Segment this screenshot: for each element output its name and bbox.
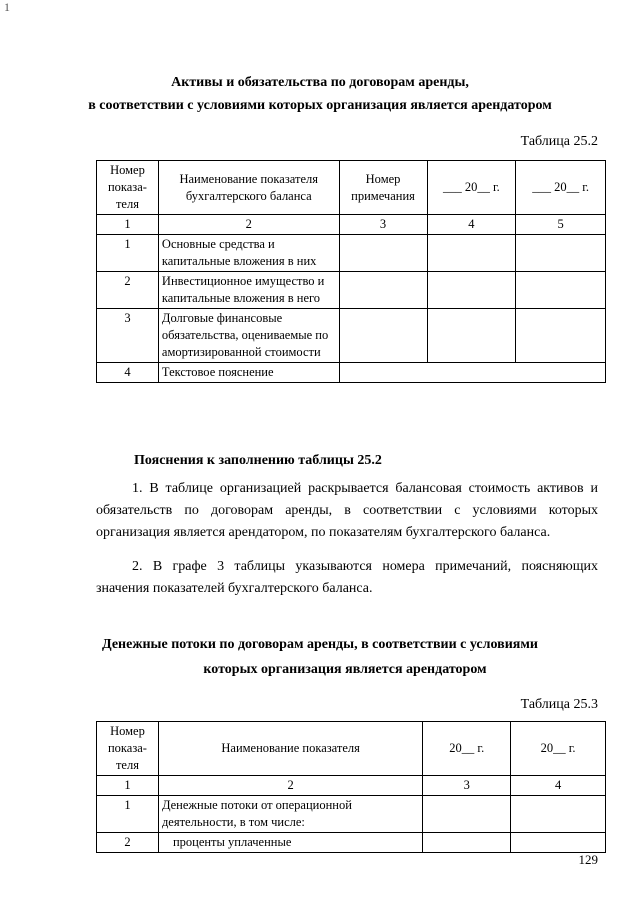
- value-cell: [511, 796, 606, 833]
- row-number: 4: [97, 363, 159, 383]
- value-cell: [511, 833, 606, 853]
- header-cell: ___ 20__ г.: [427, 161, 516, 215]
- row-number: 1: [97, 796, 159, 833]
- table-row: [97, 309, 606, 363]
- notes-paragraph-1: 1. В таблице организацией раскрывается балансовая стоимость активов и обязательств по договорам аренды, в соответствии с условиями которых организация является арендатором, по показателям бухгалтерского баланса.: [96, 481, 598, 540]
- row-number: 3: [97, 309, 159, 363]
- row-name: Долговые финансовые обязательства, оцениваемые по амортизированной стоимости: [158, 309, 339, 363]
- col-number: 4: [427, 215, 516, 235]
- header-cell: 20__ г.: [423, 722, 511, 776]
- value-cell: [339, 363, 605, 383]
- row-name: Денежные потоки от операционной деятельности, в том числе:: [158, 796, 422, 833]
- corner-mark: 1: [4, 0, 10, 14]
- col-number: 2: [158, 776, 422, 796]
- col-number: 3: [339, 215, 427, 235]
- notes-heading: Пояснения к заполнению таблицы 25.2: [134, 453, 382, 468]
- table-row: [97, 796, 606, 833]
- value-cell: [339, 309, 427, 363]
- header-cell: ___ 20__ г.: [516, 161, 606, 215]
- section1-title-line1: Активы и обязательства по договорам аренды,: [171, 75, 469, 90]
- col-number: 5: [516, 215, 606, 235]
- value-cell: [427, 272, 516, 309]
- table-row: [97, 235, 606, 272]
- table-25-2-caption: Таблица 25.2: [520, 134, 598, 149]
- notes-paragraph-2: 2. В графе 3 таблицы указываются номера примечаний, поясняющих значения показателей бухгалтерского баланса.: [96, 559, 598, 596]
- col-number: 2: [158, 215, 339, 235]
- row-name: проценты уплаченные: [158, 833, 422, 853]
- header-cell: Номер примечания: [339, 161, 427, 215]
- table-row: [97, 272, 606, 309]
- header-cell: Наименование показателя: [158, 722, 422, 776]
- table-row: [97, 833, 606, 853]
- section2-title-line1: Денежные потоки по договорам аренды, в соответствии с условиями: [102, 637, 538, 652]
- section2-title-line2: которых организация является арендатором: [203, 662, 487, 677]
- page-number: 129: [578, 852, 598, 867]
- col-number: 1: [97, 215, 159, 235]
- header-cell: 20__ г.: [511, 722, 606, 776]
- value-cell: [516, 235, 606, 272]
- header-cell: Наименование показателя бухгалтерского баланса: [158, 161, 339, 215]
- table-25-3: [96, 721, 606, 853]
- row-name: Инвестиционное имущество и капитальные вложения в него: [158, 272, 339, 309]
- value-cell: [516, 309, 606, 363]
- col-number: 4: [511, 776, 606, 796]
- value-cell: [427, 235, 516, 272]
- row-number: 2: [97, 272, 159, 309]
- value-cell: [516, 272, 606, 309]
- row-name: Текстовое пояснение: [158, 363, 339, 383]
- header-cell: Номер показа-теля: [97, 161, 159, 215]
- row-name: Основные средства и капитальные вложения в них: [158, 235, 339, 272]
- row-number: 2: [97, 833, 159, 853]
- value-cell: [423, 796, 511, 833]
- value-cell: [339, 235, 427, 272]
- section1-title-line2: в соответствии с условиями которых организация является арендатором: [88, 98, 552, 113]
- value-cell: [339, 272, 427, 309]
- col-number: 3: [423, 776, 511, 796]
- table-row: [97, 363, 606, 383]
- row-number: 1: [97, 235, 159, 272]
- col-number: 1: [97, 776, 159, 796]
- table-25-2: [96, 160, 606, 383]
- table-25-3-caption: Таблица 25.3: [520, 697, 598, 712]
- header-cell: Номер показа-теля: [97, 722, 159, 776]
- value-cell: [423, 833, 511, 853]
- value-cell: [427, 309, 516, 363]
